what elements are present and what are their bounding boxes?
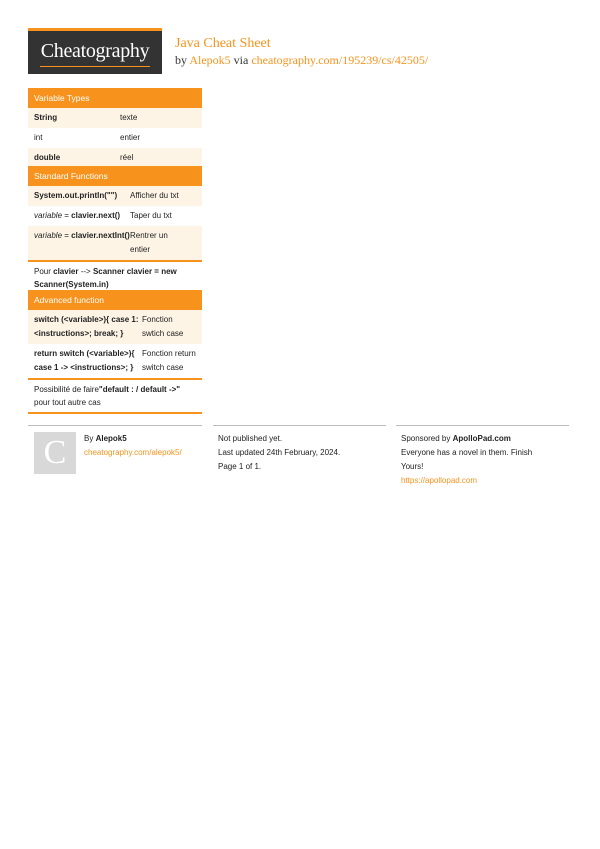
note-bold: clavier — [53, 267, 79, 276]
avatar-letter: C — [43, 434, 67, 471]
sponsor-label: Sponsored by — [401, 434, 453, 443]
code-text: clavier.next() — [71, 211, 121, 220]
sponsor-text: Everyone has a novel in them. Finish Yours! — [401, 448, 533, 471]
type-name: String — [34, 113, 58, 122]
note-bold: "default : / default ->" — [98, 385, 181, 394]
code-text: clavier.nextInt() — [71, 231, 130, 240]
equals-sign: = — [62, 231, 72, 240]
function-code — [34, 209, 130, 223]
note-text: --> — [78, 267, 93, 276]
table-row — [28, 344, 202, 378]
var-placeholder: variable — [34, 231, 63, 240]
section-heading: Variable Types — [28, 88, 202, 108]
table-row — [28, 206, 202, 226]
logo-accent-bar — [28, 28, 162, 31]
table-row — [28, 226, 202, 260]
function-desc: Fonction swtich case — [142, 315, 184, 338]
type-name: double — [34, 153, 61, 162]
sheet-url-link[interactable]: cheatography.com/195239/cs/42505/ — [251, 53, 429, 67]
note-text: pour tout autre cas — [34, 398, 101, 407]
function-code: return switch (<variable>){ case 1 -> <instructions>; } — [34, 349, 135, 372]
author-name: Alepok5 — [95, 434, 127, 443]
function-code — [34, 229, 130, 243]
table-row — [28, 186, 202, 206]
by-label: By — [84, 434, 96, 443]
author-link[interactable]: Alepok5 — [189, 53, 231, 67]
section-heading: Standard Functions — [28, 166, 202, 186]
equals-sign: = — [62, 211, 72, 220]
sponsor-name: ApolloPad.com — [452, 434, 511, 443]
via-label: via — [233, 53, 249, 67]
logo-text: Cheatography — [40, 40, 150, 62]
footer-author-line — [84, 432, 182, 446]
type-desc: texte — [120, 113, 138, 122]
footer-divider — [213, 425, 386, 426]
footer-author — [84, 432, 182, 460]
footer-meta — [218, 432, 340, 474]
section-advanced-function — [28, 290, 202, 414]
function-desc: Rentrer un entier — [130, 231, 168, 254]
note-text: Possibilité de faire — [34, 385, 99, 394]
author-profile-link[interactable]: cheatography.com/alepok5/ — [84, 448, 182, 457]
function-code: System.out.println("") — [34, 191, 118, 200]
table-row — [28, 148, 202, 168]
logo-underline — [40, 66, 150, 67]
section-divider — [28, 412, 202, 414]
section-variable-types — [28, 88, 202, 170]
section-note — [28, 380, 202, 412]
note-text: Pour — [34, 267, 54, 276]
by-label: by — [175, 53, 187, 67]
page-title: Java Cheat Sheet — [175, 36, 271, 51]
function-desc: Taper du txt — [130, 211, 172, 220]
function-code: switch (<variable>){ case 1: <instructions>; break; } — [34, 315, 139, 338]
footer-sponsor — [401, 432, 551, 488]
table-row — [28, 108, 202, 128]
type-desc: entier — [120, 133, 141, 142]
function-desc: Afficher du txt — [130, 191, 179, 200]
section-standard-functions — [28, 166, 202, 296]
section-heading: Advanced function — [28, 290, 202, 310]
sponsor-link[interactable]: https://apollopad.com — [401, 476, 478, 485]
byline — [175, 53, 428, 68]
var-placeholder: variable — [34, 211, 63, 220]
note-bold: Scanner clavier = new Scanner(System.in) — [34, 267, 177, 289]
last-updated: Last updated 24th February, 2024. — [218, 448, 341, 457]
sponsor-line — [401, 432, 551, 446]
publish-status: Not published yet. — [218, 434, 283, 443]
table-row — [28, 128, 202, 148]
cheatography-logo[interactable] — [28, 28, 162, 74]
function-desc: Fonction return switch case — [142, 349, 196, 372]
author-avatar[interactable] — [34, 432, 76, 474]
type-desc: réel — [120, 153, 134, 162]
page-number: Page 1 of 1. — [218, 462, 262, 471]
type-name: int — [34, 133, 43, 142]
footer-divider — [28, 425, 202, 426]
footer-divider — [396, 425, 569, 426]
table-row — [28, 310, 202, 344]
